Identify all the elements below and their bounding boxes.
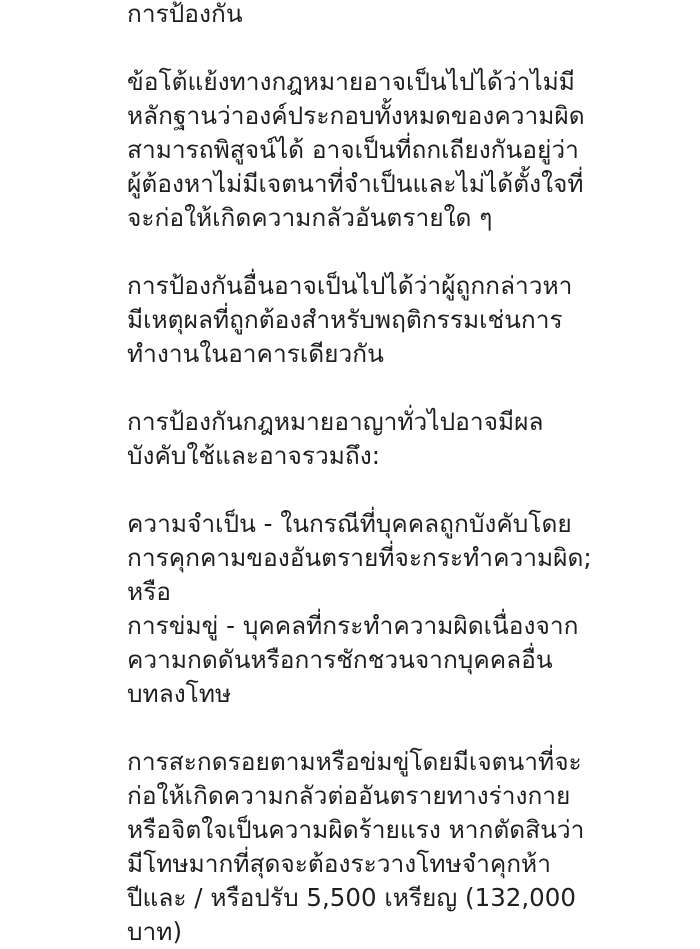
paragraph-necessity-duress [127, 507, 687, 711]
text-line: บาท) [127, 917, 183, 946]
paragraph-gap [127, 31, 687, 65]
text-line: บทลงโทษ [127, 679, 232, 708]
paragraph-gap [127, 235, 687, 269]
text-line: มีโทษมากที่สุดจะต้องระวางโทษจำคุกห้า [127, 849, 551, 878]
text-line: สามารถพิสูจน์ได้ อาจเป็นที่ถกเถียงกันอยู่ว่า [127, 135, 579, 164]
text-line: ทำงานในอาคารเดียวกัน [127, 339, 384, 368]
text-line: หรือ [127, 577, 172, 606]
text-line: หลักฐานว่าองค์ประกอบทั้งหมดของความผิด [127, 101, 585, 130]
document-text [127, 0, 687, 949]
paragraph-criminal-defences [127, 405, 687, 473]
text-line: ผู้ต้องหาไม่มีเจตนาที่จำเป็นและไม่ได้ตั้งใจที่ [127, 169, 584, 198]
paragraph-legal-argument [127, 65, 687, 235]
paragraph-gap [127, 711, 687, 745]
paragraph-other-defence [127, 269, 687, 371]
text-line: การคุกคามของอันตรายที่จะกระทำความผิด; [127, 543, 592, 572]
section-heading: การป้องกัน [127, 0, 243, 28]
text-line: การป้องกันอื่นอาจเป็นไปได้ว่าผู้ถูกกล่าวหา [127, 271, 573, 300]
text-line: ความกดดันหรือการชักชวนจากบุคคลอื่น [127, 645, 553, 674]
text-line: การป้องกันกฎหมายอาญาทั่วไปอาจมีผล [127, 407, 544, 436]
paragraph-gap [127, 473, 687, 507]
text-line: ข้อโต้แย้งทางกฎหมายอาจเป็นไปได้ว่าไม่มี [127, 67, 575, 96]
paragraph-gap [127, 371, 687, 405]
text-line: ก่อให้เกิดความกลัวต่ออันตรายทางร่างกาย [127, 781, 571, 810]
text-line: บังคับใช้และอาจรวมถึง: [127, 441, 380, 470]
text-line: ความจำเป็น - ในกรณีที่บุคคลถูกบังคับโดย [127, 509, 572, 538]
text-line: การข่มขู่ - บุคคลที่กระทำความผิดเนื่องจาก [127, 611, 579, 640]
text-line: มีเหตุผลที่ถูกต้องสำหรับพฤติกรรมเช่นการ [127, 305, 563, 334]
text-line: หรือจิตใจเป็นความผิดร้ายแรง หากตัดสินว่า [127, 815, 585, 844]
text-line: จะก่อให้เกิดความกลัวอันตรายใด ๆ [127, 203, 493, 232]
text-line: การสะกดรอยตามหรือข่มขู่โดยมีเจตนาที่จะ [127, 747, 582, 776]
paragraph-penalty [127, 745, 687, 949]
text-line: ปีและ / หรือปรับ 5,500 เหรียญ (132,000 [127, 883, 576, 912]
